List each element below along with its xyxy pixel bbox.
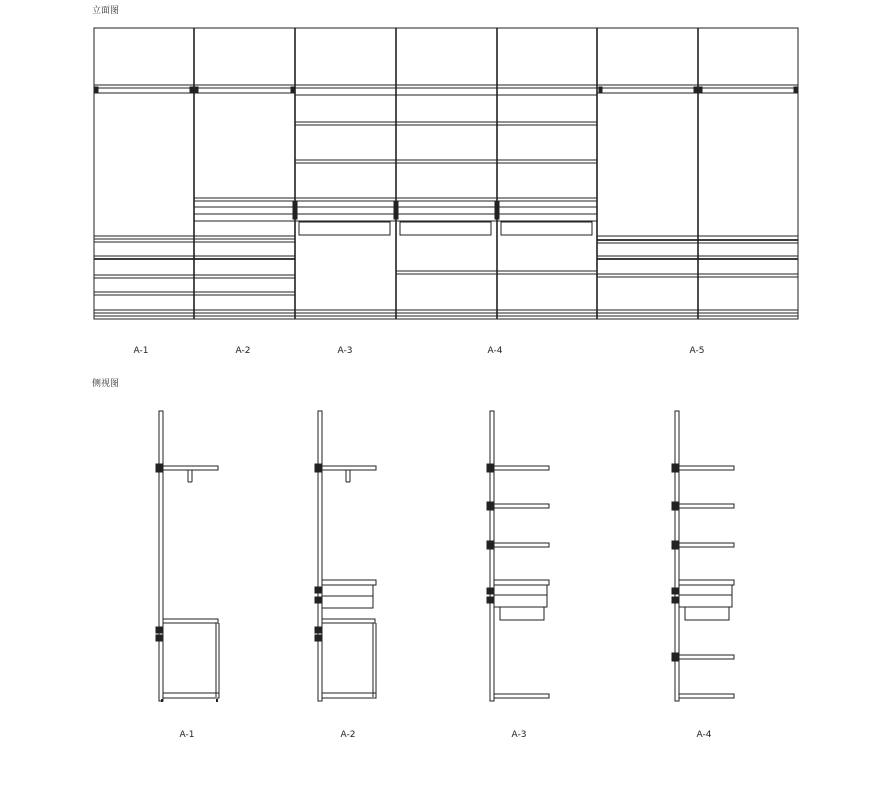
elevation-label-a2: A-2 — [235, 346, 251, 356]
side-unit-a1 — [156, 411, 219, 702]
elevation-label-a4: A-4 — [487, 346, 503, 356]
side-label-a1: A-1 — [179, 730, 195, 740]
elevation-label-a1: A-1 — [133, 346, 149, 356]
side-unit-a4 — [672, 411, 734, 701]
side-label-a4: A-4 — [696, 730, 712, 740]
side-label-a3: A-3 — [511, 730, 527, 740]
elevation-label-a3: A-3 — [337, 346, 353, 356]
side-view-title: 侧视图 — [92, 379, 120, 389]
elevation-label-a5: A-5 — [689, 346, 705, 356]
elevation-title: 立面图 — [92, 6, 120, 16]
side-label-a2: A-2 — [340, 730, 356, 740]
side-unit-a2 — [315, 411, 376, 701]
side-unit-a3 — [487, 411, 549, 701]
